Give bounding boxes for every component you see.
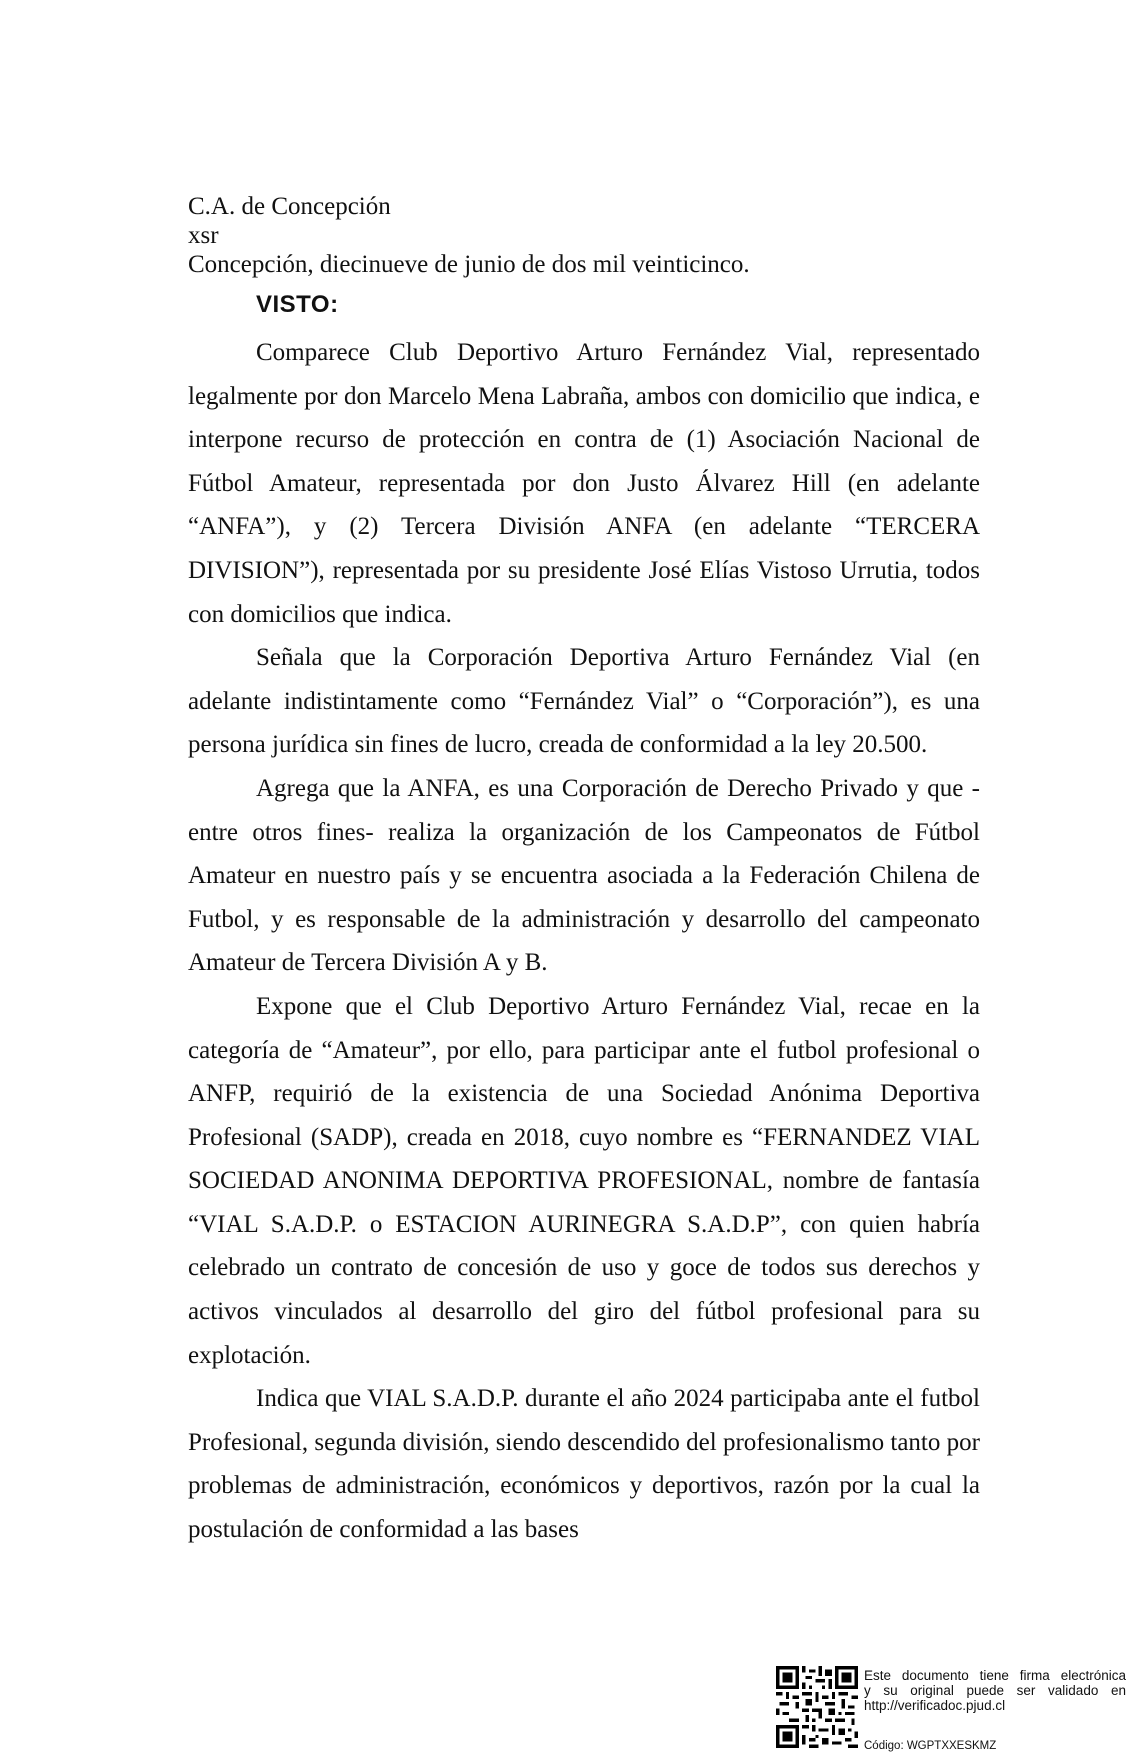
document-header — [188, 192, 750, 279]
verification-line: y su original puede ser validado en — [864, 1683, 1126, 1698]
paragraph: Comparece Club Deportivo Arturo Fernández Vial, representado legalmente por don Marcelo Mena Labraña, ambos con domicilio que indica, e interpone recurso de protección en contra de (1) Asociación Nacional de Fútbol Amateur, representada por don Justo Álvarez Hill (en adelante “ANFA”), y (2) Tercera División ANFA (en adelante “TERCERA DIVISION”), representada por su presidente José Elías Vistoso Urrutia, todos con domicilios que indica. — [188, 339, 980, 628]
paragraph: Agrega que la ANFA, es una Corporación de Derecho Privado y que -entre otros fines- realiza la organización de los Campeonatos de Fútbol Amateur en nuestro país y se encuentra asociada a la Federación Chilena de Futbol, y es responsable de la administración y desarrollo del campeonato Amateur de Tercera División A y B. — [188, 774, 980, 977]
paragraph: Expone que el Club Deportivo Arturo Fernández Vial, recae en la categoría de “Amateur”, por ello, para participar ante el futbol profesional o ANFP, requirió de la existencia de una Sociedad Anónima Deportiva Profesional (SADP), creada en 2018, cuyo nombre es “FERNANDEZ VIAL SOCIEDAD ANONIMA DEPORTIVA PROFESIONAL, nombre de fantasía “VIAL S.A.D.P. o ESTACION AURINEGRA S.A.D.P”, con quien habría celebrado un contrato de concesión de uso y goce de todos sus derechos y activos vinculados al desarrollo del giro del fútbol profesional para su explotación. — [188, 992, 980, 1369]
clerk-initials: xsr — [188, 222, 219, 249]
verification-footer — [776, 1666, 1126, 1756]
paragraph: Señala que la Corporación Deportiva Arturo Fernández Vial (en adelante indistintamente como “Fernández Vial” o “Corporación”), es una persona jurídica sin fines de lucro, creada de conformidad a la ley 20.500. — [188, 644, 980, 759]
verification-url: http://verificadoc.pjud.cl — [864, 1698, 1006, 1713]
paragraph: Indica que VIAL S.A.D.P. durante el año 2024 participaba ante el futbol Profesional, segunda división, siendo descendido del profesionalismo tanto por problemas de administración, económicos y deportivos, razón por la cual la postulación de conformidad a las bases — [188, 1385, 980, 1544]
section-title: VISTO: — [256, 291, 339, 318]
qr-code-icon — [776, 1666, 858, 1748]
verification-text — [864, 1668, 1126, 1713]
date-line: Concepción, diecinueve de junio de dos mil veinticinco. — [188, 251, 750, 278]
verification-line: Este documento tiene firma electrónica — [864, 1668, 1126, 1683]
document-body — [188, 331, 980, 1552]
court-name: C.A. de Concepción — [188, 193, 391, 220]
verification-code: Código: WGPTXXESKMZ — [864, 1740, 997, 1752]
